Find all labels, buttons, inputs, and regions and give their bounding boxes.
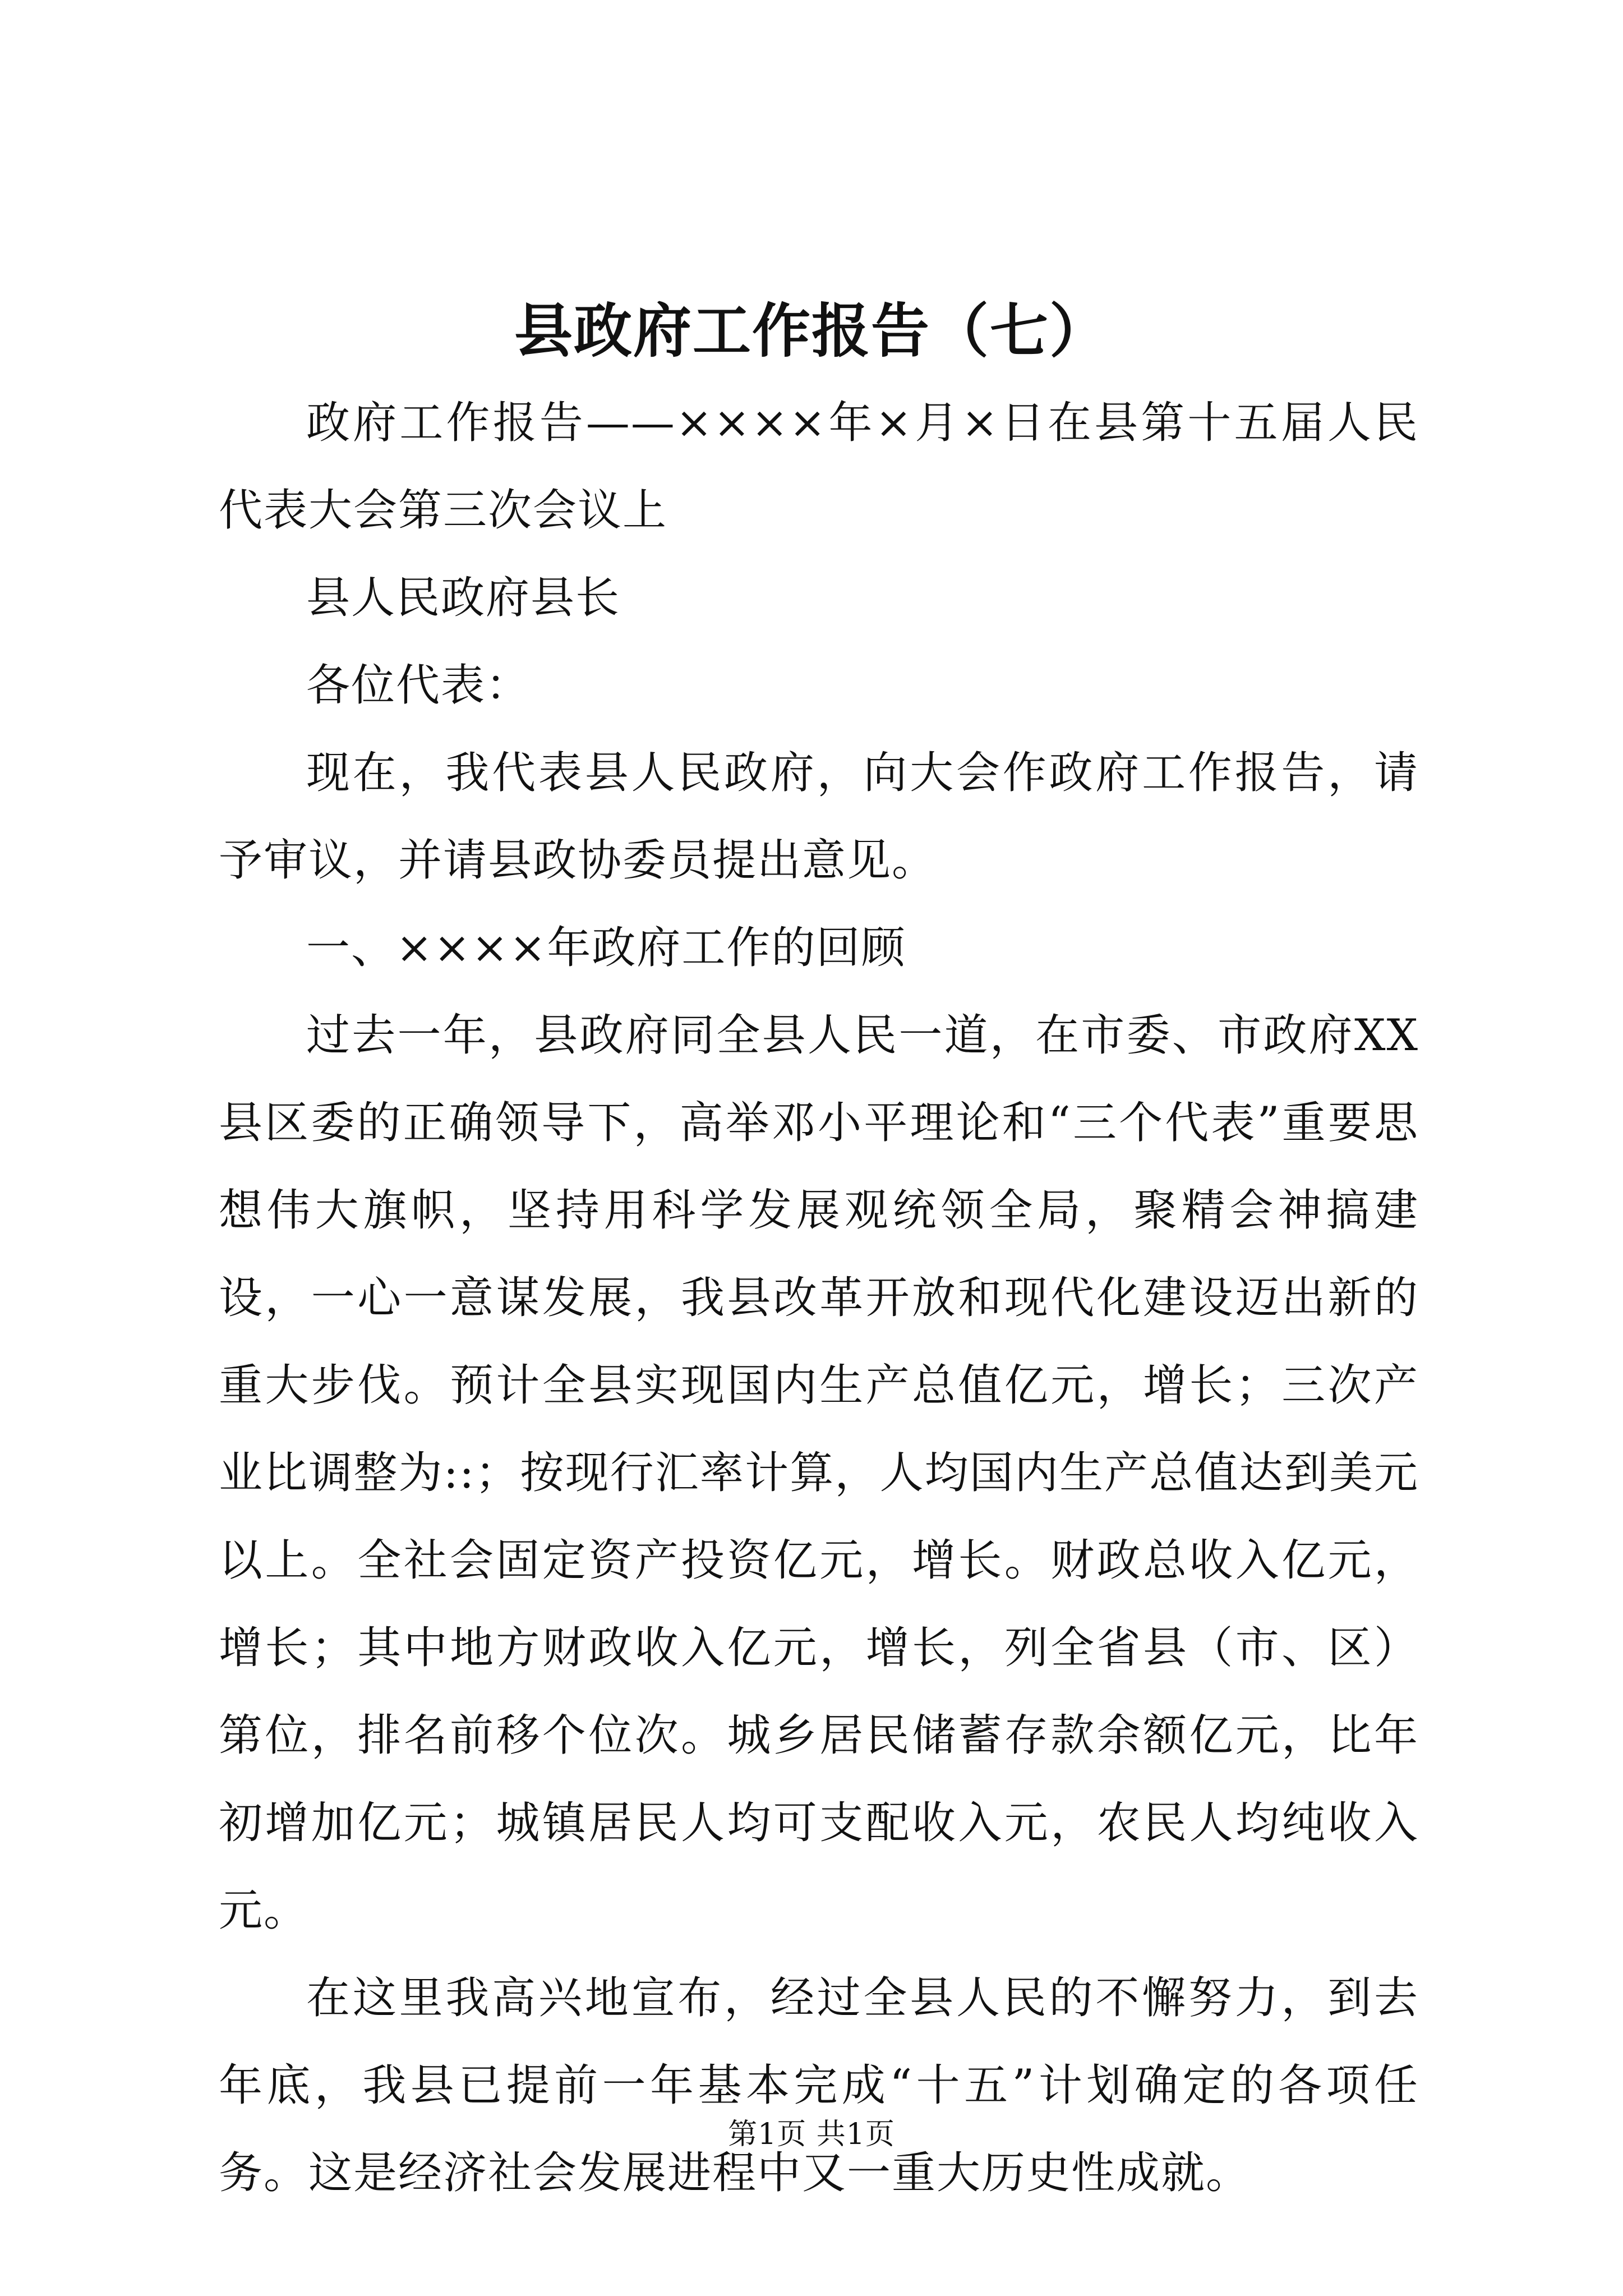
section-heading: 一、××××年政府工作的回顾: [306, 923, 906, 973]
page-footer: 第1页 共1页: [728, 2118, 895, 2151]
paragraph-speaker: 县人民政府县长: [306, 573, 621, 623]
paragraph-intro: 现在，我代表县人民政府，向大会作政府工作报告，请予审议，并请县政协委员提出意见。: [219, 748, 1419, 886]
paragraph-report-subtitle: 政府工作报告——××××年×月×日在县第十五届人民代表大会第三次会议上: [219, 398, 1419, 536]
document-body: [219, 379, 1419, 2217]
paragraph-review: 过去一年，县政府同全县人民一道，在市委、市政府XX县区委的正确领导下，高举邓小平理论和“三个代表”重要思想伟大旗帜，坚持用科学发展观统领全局，聚精会神搞建设，一心一意谋发展，我县改革开放和现代化建设迈出新的重大步伐。预计全县实现国内生产总值亿元，增长；三次产业比调整为::；按现行汇率计算，人均国内生产总值达到美元以上。全社会固定资产投资亿元，增长。财政总收入亿元，增长；其中地方财政收入亿元，增长，列全省县（市、区）第位，排名前移个位次。城乡居民储蓄存款余额亿元，比年初增加亿元；城镇居民人均可支配收入元，农民人均纯收入元。: [219, 1010, 1419, 1936]
paragraph-announcement: 在这里我高兴地宣布，经过全县人民的不懈努力，到去年底，我县已提前一年基本完成“十五”计划确定的各项任务。这是经济社会发展进程中又一重大历史性成就。: [219, 1973, 1419, 2198]
document-title: 县政府工作报告（七）: [514, 296, 1109, 365]
paragraph-salutation: 各位代表：: [306, 660, 531, 711]
